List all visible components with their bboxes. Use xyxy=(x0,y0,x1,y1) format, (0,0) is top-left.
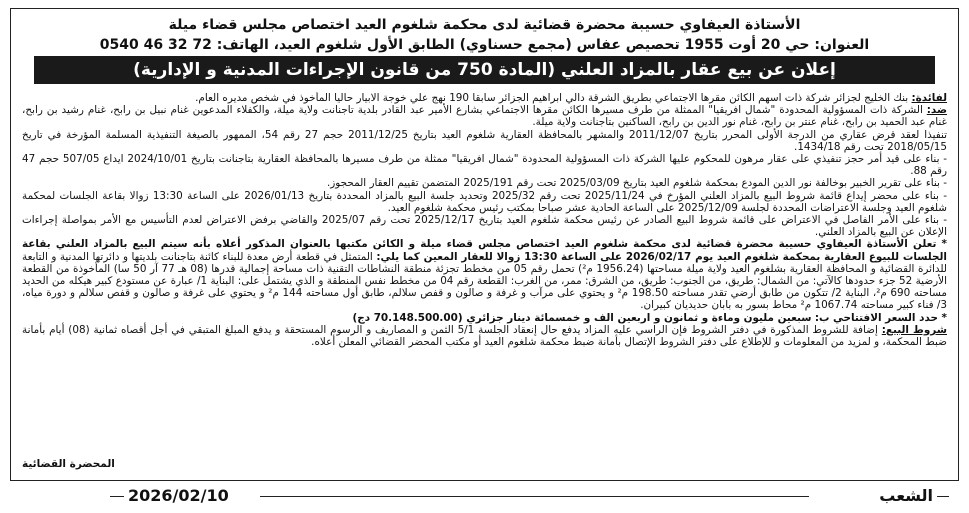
opening-price-value: سبعين مليون وماءة و ثمانون و اربعين الف و خمسمائة دينار جزائري (70.148.500.00 دج) xyxy=(352,311,812,324)
opening-price-label: * حدد السعر الافتتاحي ب: xyxy=(814,311,947,324)
creditor-paragraph xyxy=(22,92,947,104)
loan-paragraph: تنفيذا لعقد قرض عقاري من الدرجة الأولى المحرر بتاريخ 2011/12/07 والمشهر بالمحافظة العقارية شلغوم العيد بتاريخ 2011/12/25 حجم 27 رقم 54، الممهور بالصيغة التنفيذية المسلمة المؤرخة في تاريخ 2018/05/15 تحت رقم 1434/18. xyxy=(22,128,947,153)
footer-dash-left xyxy=(110,496,124,497)
newspaper-name: الشعب xyxy=(879,486,933,505)
property-description: المتمثل في قطعة أرض معدة للبناء كائنة بتاجنانت بلديتها و دائرتها المدنية و التابعة للدائرة القضائية و المحافظة العقارية بشلغوم العيد ولاية ميلة مساحتها (1956.24 م²) تحمل رقم 05 من مخطط تجزئة منطقة النشاطات التقنية ذات مساحة إجمالية قدرها (08 هـ 77 آر 50 سا) المأخوذة من القطعة الأرضية 52 جزء حدودها كالآتي: من الشمال: طريق، من الجنوب: طريق، من الشرق: ممر، من الغرب: القطعة رقم 04 من مخطط نفس المنطقة و الذي يشتمل على: البناية 1/ عبارة عن مستودع كبير هيكله من الحديد مساحته 690 م²، البناية 2/ تتكون من طابق أرضي تقدر مساحته 198.50 م² و يحتوي على مرآب و غرفة و صالون و قفص سلالم، طابق أول مساحته 144 م² و يحتوي على غرفة و صالون و قفص سلالم و دورة مياه، 3/ فناء كبير مساحته 1067.74 م² محاط بسور به بابان حديديان كبيران. xyxy=(22,250,947,312)
creditor-label: لفائدة: xyxy=(911,92,947,104)
bailiff-address-line: العنوان: حي 20 أوت 1955 تحصيص عفاس (مجمع حسناوي) الطابق الأول شلغوم العيد، الهاتف: 72 32 46 0540 xyxy=(99,37,870,53)
creditor-text: بنك الخليج لجزائر شركة ذات اسهم الكائن مقرها الاجتماعي بطريق الشرقة دالي ابراهيم الجزائر سابقا 190 نهج علي خوجة الابيار حاليا المأخوذ في شخص مديره العام. xyxy=(195,92,909,104)
expert-report-paragraph: - بناء على تقرير الخبير بوخالفة نور الدين المودع بمحكمة شلغوم العيد بتاريخ 2025/03/09 تحت رقم 2025/191 المتضمن تقييم العقار المحجوز. xyxy=(326,177,947,190)
seizure-paragraph: - بناء على قيد أمر حجز تنفيذي على عقار مرهون للمحكوم عليها الشركة ذات المسؤولية المحدودة "شمال افريقيا" ممثلة من طرف مسيرها بالمحافظة العقارية بتاجنانت بتاريخ 2024/10/01 ايداع 507/05 حجم 47 رقم 88. xyxy=(22,153,947,178)
footer xyxy=(10,485,959,507)
publication-date: 2026/02/10 xyxy=(128,486,229,505)
bailiff-office-line: الأستاذة العيفاوي حسيبة محضرة قضائية لدى محكمة شلغوم العيد اختصاص مجلس قضاء ميلة xyxy=(168,17,801,33)
footer-dash-right xyxy=(937,496,949,497)
objection-ruling-paragraph: - بناء على الأمر الفاصل في الاعتراض على قائمة شروط البيع الصادر عن رئيس محكمة شلغوم العيد بتاريخ 2025/12/17 تحت رقم 2025/07 والقاضي برفض الاعتراض لعدم التأسيس مع الأمر بمواصلة إجراءات الإعلان عن البيع بالمزاد العلني. xyxy=(22,214,947,239)
footer-rule xyxy=(260,496,809,497)
conditions-deposit-paragraph: - بناء على محضر إيداع قائمة شروط البيع بالمزاد العلني المؤرخ في 2025/11/24 تحت رقم 2025/32 وتحديد جلسة البيع بالمزاد المحددة بتاريخ 2026/01/13 على الساعة 13:30 زوالا بقاعة الجلسات لمحكمة شلغوم العيد وجلسة الاعتراضات المحددة لجلسة 2025/12/09 على الساعة الحادية عشر صباحا بمكتب رئيس محكمة شلغوم العيد. xyxy=(22,189,947,214)
sale-terms-paragraph xyxy=(22,324,947,348)
debtor-text: الشركة ذات المسؤولية المحدودة "شمال افريقيا" الممثلة من طرف مسيرها الكائن مقرها الاجتماعي بشارع الأمير عبد القادر بلدية تاجنانت ولاية ميلة، والكفلاء المدعوين غنام نبيل بن رابح، غنام رشيد بن رابح، غنام عبد الحميد بن رابح، غنام عنتر بن رابح، غنام نور الدين بن رابح، الساكنين بتاجنانت ولاية ميلة. xyxy=(22,104,947,129)
signature: المحضرة القضائية xyxy=(22,458,115,470)
debtor-paragraph xyxy=(22,104,947,128)
sale-terms-label: شروط البيع: xyxy=(881,323,947,336)
announcement-body xyxy=(22,92,947,458)
announcement-title: إعلان عن بيع عقار بالمزاد العلني (المادة 750 من قانون الإجراءات المدنية و الإدارية) xyxy=(34,56,935,84)
opening-price-paragraph xyxy=(22,312,947,324)
sale-terms-text: إضافة للشروط المذكورة في دفتر الشروط فإن الراسي عليه المزاد يدفع حال إنعقاد الجلسة 5/1 الثمن و المصاريف و الرسوم المستحقة و يدفع المبلغ المتبقي في أجل أقصاه ثمانية (08) أيام بأمانة ضبط المحكمة، و لمزيد من المعلومات و للإطلاع على دفتر الشروط الإتصال بأمانة ضبط محكمة شلغوم العيد أو مكتب المحضر القضائي المعلن أعلاه. xyxy=(22,323,947,349)
sale-announcement-bold: * تعلن الأستاذة العيفاوي حسيبة محضرة قضائية لدى محكمة شلغوم العيد اختصاص مجلس قضاء ميلة و الكائن مكتبها بالعنوان المذكور أعلاه بأنه سيتم البيع بالمزاد العلني بقاعة الجلسات للبيوع العقارية بمحكمة شلغوم العيد يوم 2026/02/17 على الساعة 13:30 زوالا للعقار المعين كما يلي: xyxy=(22,238,947,263)
sale-announcement-paragraph xyxy=(22,238,947,311)
debtor-label: ضد: xyxy=(926,104,947,117)
